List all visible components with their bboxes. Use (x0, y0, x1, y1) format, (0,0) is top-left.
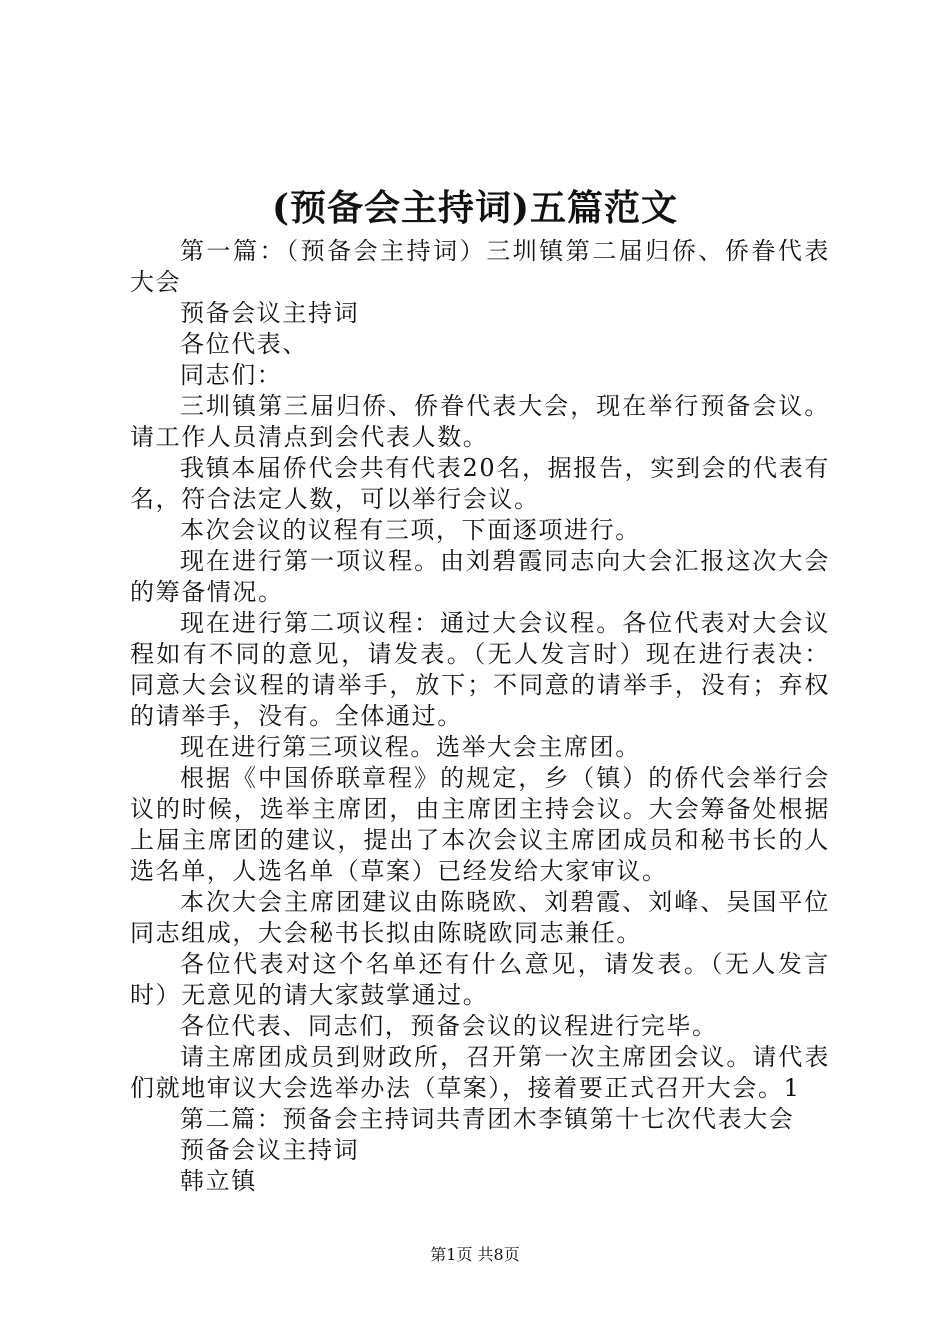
page-footer: 第1页 共8页 (430, 1245, 520, 1264)
document-title: (预备会主持词)五篇范文 (271, 187, 679, 229)
paragraph: 第一篇：（预备会主持词）三圳镇第二届归侨、侨眷代表大会 (130, 237, 830, 296)
paragraph: 现在进行第三项议程。选举大会主席团。 (180, 733, 641, 761)
paragraph: 现在进行第一项议程。由刘碧霞同志向大会汇报这次大会的筹备情况。 (130, 547, 830, 606)
paragraph: 各位代表、 (180, 330, 308, 358)
paragraph: 各位代表对这个名单还有什么意见，请发表。（无人发言时）无意见的请大家鼓掌通过。 (130, 950, 830, 1009)
paragraph: 第二篇：预备会主持词共青团木李镇第十七次代表大会 (180, 1105, 795, 1133)
paragraph: 本次大会主席团建议由陈晓欧、刘碧霞、刘峰、吴国平位同志组成，大会秘书长拟由陈晓欧同志兼任。 (130, 888, 830, 947)
paragraph: 预备会议主持词 (180, 1136, 360, 1164)
paragraph: 同志们： (180, 361, 283, 389)
paragraph: 韩立镇 (180, 1167, 257, 1195)
paragraph: 三圳镇第三届归侨、侨眷代表大会，现在举行预备会议。请工作人员清点到会代表人数。 (130, 392, 830, 451)
paragraph: 现在进行第二项议程：通过大会议程。各位代表对大会议程如有不同的意见，请发表。（无人发言时）现在进行表决：同意大会议程的请举手，放下；不同意的请举手，没有；弃权的请举手，没有。全体通过。 (130, 609, 830, 730)
paragraph: 各位代表、同志们，预备会议的议程进行完毕。 (180, 1012, 718, 1040)
paragraph: 根据《中国侨联章程》的规定，乡（镇）的侨代会举行会议的时候，选举主席团，由主席团主持会议。大会筹备处根据上届主席团的建议，提出了本次会议主席团成员和秘书长的人选名单，人选名单（草案）已经发给大家审议。 (130, 764, 830, 885)
paragraph: 本次会议的议程有三项，下面逐项进行。 (180, 516, 641, 544)
document-body (130, 236, 830, 1197)
paragraph: 我镇本届侨代会共有代表20名，据报告，实到会的代表有名，符合法定人数，可以举行会议。 (130, 454, 830, 513)
paragraph: 请主席团成员到财政所，召开第一次主席团会议。请代表们就地审议大会选举办法（草案），接着要正式召开大会。1 (130, 1043, 830, 1102)
paragraph: 预备会议主持词 (180, 299, 360, 327)
